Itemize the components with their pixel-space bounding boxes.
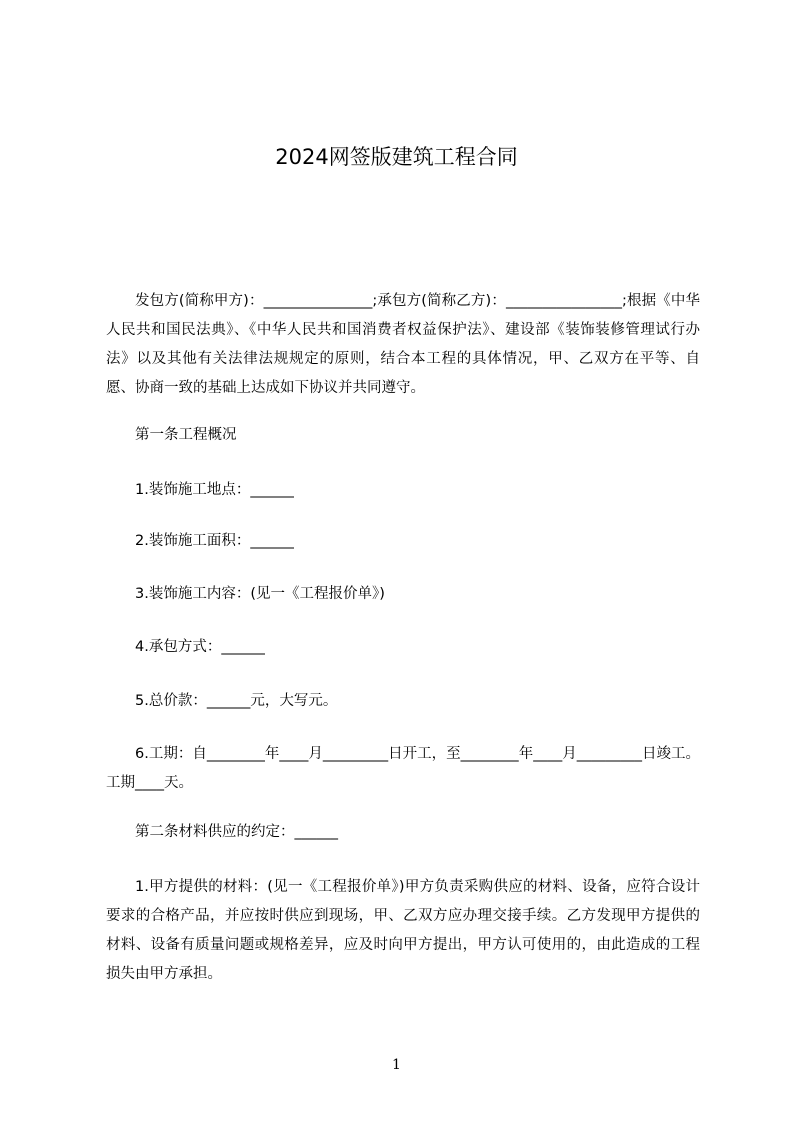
item-schedule: 6.工期：自________年____月_________日开工，至________年____月_________日竣工。工期____天。 bbox=[106, 746, 700, 791]
item-total-price: 5.总价款：______元，大写元。 bbox=[135, 693, 338, 709]
intro-paragraph: 发包方(简称甲方)：_______________;承包方(简称乙方)：________________;根据《中华人民共和国民法典》、《中华人民共和国消费者权益保护法》、建设部《装饰装修管理试行办法》以及其他有关法律法规规定的原则，结合本工程的具体情况，甲、乙双方在平等、自愿、协商一致的基础上达成如下协议并共同遵守。 bbox=[106, 293, 700, 396]
article2-heading: 第二条材料供应的约定：______ bbox=[135, 824, 338, 840]
article2-item1-paragraph: 1.甲方提供的材料：(见一《工程报价单》)甲方负责采购供应的材料、设备，应符合设计要求的合格产品，并应按时供应到现场，甲、乙双方应办理交接手续。乙方发现甲方提供的材料、设备有质量问题或规格差异，应及时向甲方提出，甲方认可使用的，由此造成的工程损失由甲方承担。 bbox=[106, 879, 700, 982]
article1-heading: 第一条工程概况 bbox=[135, 427, 237, 443]
item-construction-content: 3.装饰施工内容：(见一《工程报价单》) bbox=[135, 586, 385, 602]
document-title: 2024网签版建筑工程合同 bbox=[275, 145, 518, 169]
item-contract-method: 4.承包方式：______ bbox=[135, 639, 265, 655]
item-construction-location: 1.装饰施工地点：______ bbox=[135, 482, 294, 498]
item-construction-area: 2.装饰施工面积：______ bbox=[135, 533, 294, 549]
page-number: 1 bbox=[392, 1057, 401, 1073]
